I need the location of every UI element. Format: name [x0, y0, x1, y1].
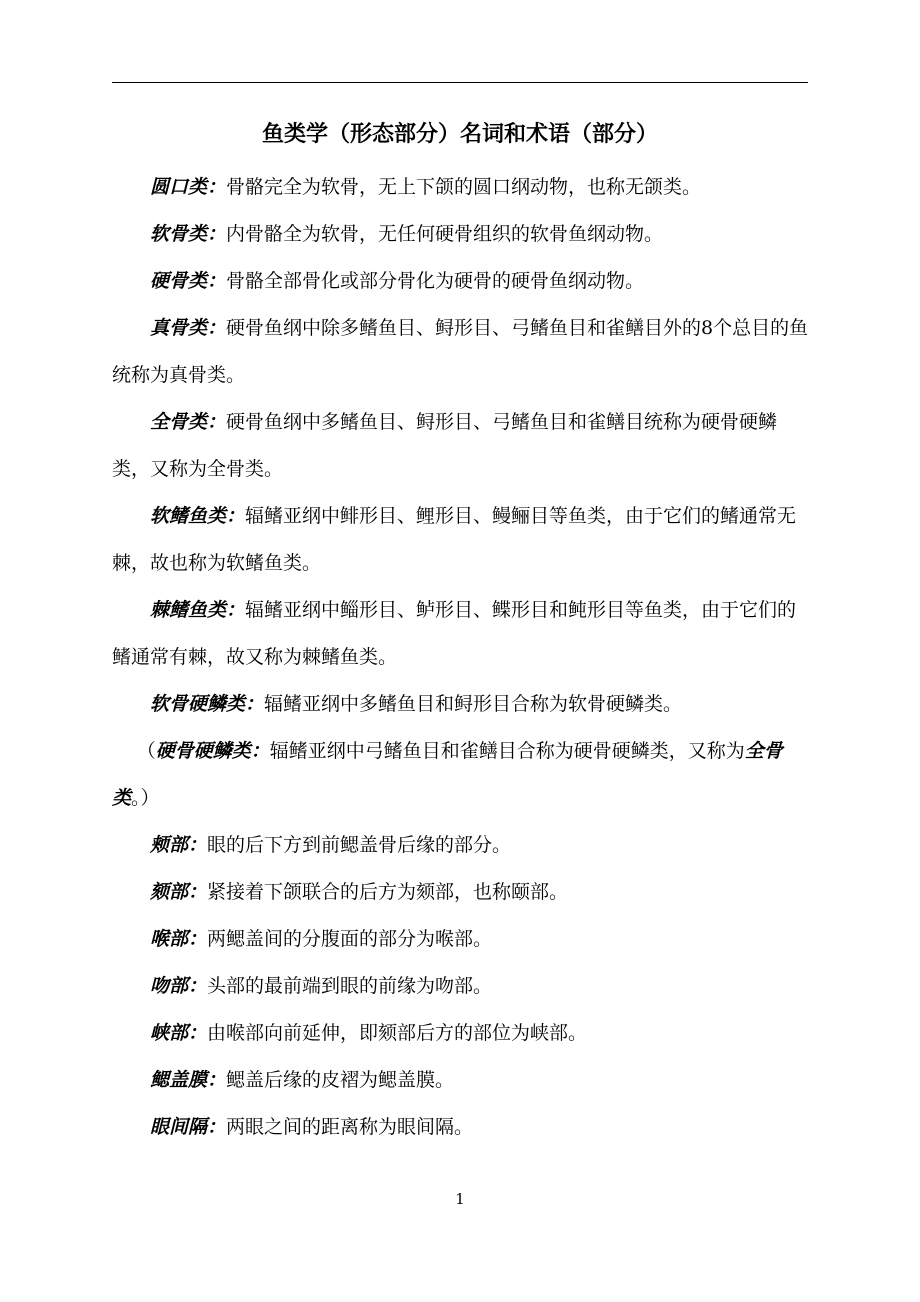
entry-term: 峡部：: [150, 1022, 208, 1044]
glossary-entry: [112, 493, 812, 587]
close-paren: 。）: [131, 787, 160, 809]
glossary-entry: [112, 916, 812, 963]
entry-term: 喉部：: [150, 928, 208, 950]
entry-definition: 内骨骼全为软骨，无任何硬骨组织的软骨鱼纲动物。: [226, 223, 664, 245]
entry-definition: 骨骼完全为软骨，无上下颌的圆口纲动物，也称无颌类。: [226, 176, 702, 198]
entry-term: 全骨类：: [150, 411, 227, 433]
entry-term: 吻部：: [150, 975, 208, 997]
glossary-entry: [112, 258, 812, 305]
glossary-entry: [112, 164, 812, 211]
entry-term: 软骨硬鳞类：: [150, 693, 265, 715]
glossary-entry: [112, 963, 812, 1010]
entry-term: 眼间隔：: [150, 1116, 227, 1138]
glossary-body: [112, 164, 812, 1151]
glossary-entry: [112, 1057, 812, 1104]
entry-definition: 硬骨鱼纲中除多鳍鱼目、鲟形目、弓鳍鱼目和雀鳝目外的8个总目的鱼统称为真骨类。: [112, 317, 809, 386]
entry-term: 棘鳍鱼类：: [150, 599, 246, 621]
entry-definition: 骨骼全部骨化或部分骨化为硬骨的硬骨鱼纲动物。: [226, 270, 645, 292]
entry-definition: 辐鳍亚纲中鲻形目、鲈形目、鲽形目和鲀形目等鱼类，由于它们的鳍通常有棘，故又称为棘鳍鱼类。: [112, 599, 797, 668]
entry-definition: 由喉部向前延伸，即颏部后方的部位为峡部。: [207, 1022, 588, 1044]
glossary-entry: [112, 1010, 812, 1057]
glossary-entry: [112, 822, 812, 869]
entry-definition: 眼的后下方到前鳃盖骨后缘的部分。: [207, 834, 512, 856]
page-title: 鱼类学（形态部分）名词和术语（部分）: [261, 122, 658, 147]
glossary-entry: [112, 869, 812, 916]
entry-term: 圆口类：: [150, 176, 227, 198]
glossary-entry: [112, 1104, 812, 1151]
entry-definition: 辐鳍亚纲中多鳍鱼目和鲟形目合称为软骨硬鳞类。: [264, 693, 683, 715]
glossary-entry: [112, 681, 812, 728]
entry-term: 鳃盖膜：: [150, 1069, 227, 1091]
header-rule: [112, 82, 808, 83]
entry-term: 硬骨硬鳞类：: [155, 740, 270, 762]
page-number: 1: [455, 1190, 465, 1208]
glossary-entry: [112, 399, 812, 493]
entry-definition: 头部的最前端到眼的前缘为吻部。: [207, 975, 493, 997]
entry-definition: 两眼之间的距离称为眼间隔。: [226, 1116, 474, 1138]
entry-definition: 两鳃盖间的分腹面的部分为喉部。: [207, 928, 493, 950]
entry-term: 颊部：: [150, 834, 208, 856]
entry-term-inline: 全骨类: [112, 740, 783, 809]
entry-term: 软骨类：: [150, 223, 227, 245]
open-paren: （: [136, 740, 156, 762]
entry-definition: 辐鳍亚纲中鲱形目、鲤形目、鳗鲡目等鱼类，由于它们的鳍通常无棘，故也称为软鳍鱼类。: [112, 505, 797, 574]
entry-definition: 硬骨鱼纲中多鳍鱼目、鲟形目、弓鳍鱼目和雀鳝目统称为硬骨硬鳞类，又称为全骨类。: [112, 411, 778, 480]
entry-definition: 鳃盖后缘的皮褶为鳃盖膜。: [226, 1069, 455, 1091]
glossary-entry: [112, 211, 812, 258]
entry-definition: 紧接着下颌联合的后方为颏部，也称颐部。: [207, 881, 569, 903]
glossary-entry: [112, 305, 812, 399]
glossary-entry: [112, 587, 812, 681]
entry-term: 软鳍鱼类：: [150, 505, 246, 527]
glossary-entry-parenthetical: [112, 728, 812, 822]
entry-term: 真骨类：: [150, 317, 227, 339]
entry-term: 颏部：: [150, 881, 208, 903]
entry-definition: 辐鳍亚纲中弓鳍鱼目和雀鳝目合称为硬骨硬鳞类，又称为: [269, 740, 745, 762]
entry-term: 硬骨类：: [150, 270, 227, 292]
